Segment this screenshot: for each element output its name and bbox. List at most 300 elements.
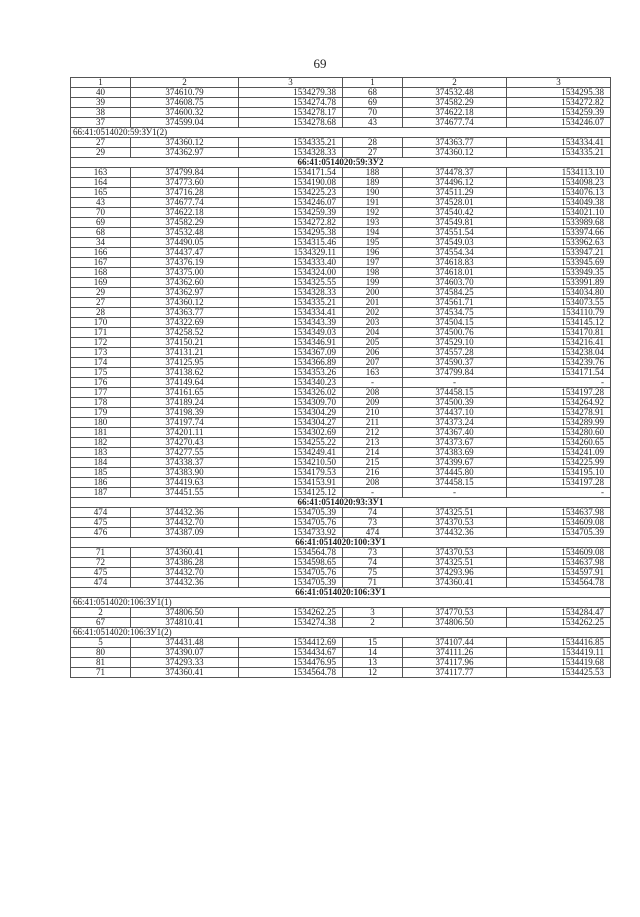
- table-row: [71, 108, 611, 118]
- table-cell: 1534278.17: [239, 108, 343, 118]
- table-cell: 1534171.54: [239, 168, 343, 178]
- table-cell: 176: [71, 378, 131, 388]
- table-cell: 1534564.78: [239, 668, 343, 678]
- table-cell: 374325.51: [403, 558, 507, 568]
- table-cell: 374432.36: [131, 508, 239, 518]
- table-cell: 180: [71, 418, 131, 428]
- table-cell: 1534324.00: [239, 268, 343, 278]
- table-cell: 374161.65: [131, 388, 239, 398]
- table-cell: 39: [71, 98, 131, 108]
- table-row: [71, 268, 611, 278]
- table-cell: 374603.70: [403, 278, 507, 288]
- table-row: [71, 468, 611, 478]
- table-cell: 1534241.09: [507, 448, 611, 458]
- table-cell: 374773.60: [131, 178, 239, 188]
- table-cell: 1534264.92: [507, 398, 611, 408]
- table-cell: 1534145.12: [507, 318, 611, 328]
- table-cell: 71: [343, 578, 403, 588]
- table-cell: 170: [71, 318, 131, 328]
- table-cell: 181: [71, 428, 131, 438]
- table-cell: 1534255.22: [239, 438, 343, 448]
- table-cell: 165: [71, 188, 131, 198]
- table-cell: 374386.28: [131, 558, 239, 568]
- table-row: [71, 458, 611, 468]
- table-cell: 1533991.89: [507, 278, 611, 288]
- table-row: [71, 508, 611, 518]
- column-header: 1: [71, 78, 131, 88]
- table-cell: 1534733.92: [239, 528, 343, 538]
- table-cell: 1533974.66: [507, 228, 611, 238]
- table-cell: 374532.48: [403, 88, 507, 98]
- table-cell: 1534246.07: [507, 118, 611, 128]
- section-row: [71, 158, 611, 168]
- table-cell: 192: [343, 208, 403, 218]
- table-row: [71, 338, 611, 348]
- table-cell: -: [403, 488, 507, 498]
- table-cell: 1534705.76: [239, 568, 343, 578]
- table-cell: 374458.15: [403, 478, 507, 488]
- table-cell: 374338.37: [131, 458, 239, 468]
- table-cell: 374584.25: [403, 288, 507, 298]
- table-cell: 182: [71, 438, 131, 448]
- table-row: [71, 398, 611, 408]
- table-cell: 1534238.04: [507, 348, 611, 358]
- table-cell: 1534335.21: [239, 298, 343, 308]
- table-cell: 374590.37: [403, 358, 507, 368]
- table-cell: 374511.29: [403, 188, 507, 198]
- table-cell: 1534434.67: [239, 648, 343, 658]
- table-cell: 1534340.23: [239, 378, 343, 388]
- table-cell: 374610.79: [131, 88, 239, 98]
- table-cell: 68: [343, 88, 403, 98]
- table-cell: 374432.70: [131, 568, 239, 578]
- table-cell: 374799.84: [403, 368, 507, 378]
- table-cell: 374362.97: [131, 288, 239, 298]
- section-title: 66:41:0514020:59:ЗУ1(2): [71, 128, 611, 138]
- table-cell: 81: [71, 658, 131, 668]
- table-cell: 1534315.46: [239, 238, 343, 248]
- table-cell: 12: [343, 668, 403, 678]
- table-cell: 1534343.39: [239, 318, 343, 328]
- table-cell: 374561.71: [403, 298, 507, 308]
- table-cell: 216: [343, 468, 403, 478]
- table-row: [71, 658, 611, 668]
- table-cell: 374360.41: [131, 668, 239, 678]
- table-row: [71, 178, 611, 188]
- table-cell: 1534304.27: [239, 418, 343, 428]
- table-cell: 38: [71, 108, 131, 118]
- table-row: [71, 438, 611, 448]
- table-cell: 374458.15: [403, 388, 507, 398]
- table-row: [71, 188, 611, 198]
- table-cell: 374325.51: [403, 508, 507, 518]
- table-cell: 197: [343, 258, 403, 268]
- table-cell: 195: [343, 238, 403, 248]
- table-row: [71, 528, 611, 538]
- table-cell: 474: [71, 508, 131, 518]
- table-cell: 1533962.63: [507, 238, 611, 248]
- table-cell: 374437.47: [131, 248, 239, 258]
- table-cell: 374437.10: [403, 408, 507, 418]
- table-row: [71, 288, 611, 298]
- table-cell: 374293.33: [131, 658, 239, 668]
- section-row: [71, 538, 611, 548]
- table-cell: 1534239.76: [507, 358, 611, 368]
- section-title: 66:41:0514020:106:ЗУ1: [71, 588, 611, 598]
- table-cell: 374383.69: [403, 448, 507, 458]
- table-row: [71, 558, 611, 568]
- table-cell: 40: [71, 88, 131, 98]
- table-cell: 1534326.02: [239, 388, 343, 398]
- table-cell: 1534153.91: [239, 478, 343, 488]
- table-cell: 374125.95: [131, 358, 239, 368]
- table-cell: 71: [71, 668, 131, 678]
- table-cell: 1534335.21: [239, 138, 343, 148]
- table-cell: 1534597.91: [507, 568, 611, 578]
- table-cell: 374149.64: [131, 378, 239, 388]
- table-cell: 374478.37: [403, 168, 507, 178]
- table-cell: 374360.12: [131, 138, 239, 148]
- table-row: [71, 148, 611, 158]
- table-cell: 1534272.82: [507, 98, 611, 108]
- table-cell: 183: [71, 448, 131, 458]
- table-cell: 374600.32: [131, 108, 239, 118]
- table-cell: 169: [71, 278, 131, 288]
- table-cell: 73: [343, 548, 403, 558]
- table-cell: 1534216.41: [507, 338, 611, 348]
- table-cell: 1534425.53: [507, 668, 611, 678]
- table-row: [71, 198, 611, 208]
- table-cell: 1534262.25: [507, 618, 611, 628]
- table-row: [71, 208, 611, 218]
- table-cell: 2: [343, 618, 403, 628]
- table-cell: 374806.50: [403, 618, 507, 628]
- table-cell: 3: [343, 608, 403, 618]
- column-header: 3: [507, 78, 611, 88]
- table-row: [71, 228, 611, 238]
- table-cell: 374373.67: [403, 438, 507, 448]
- table-cell: 164: [71, 178, 131, 188]
- table-cell: 374608.75: [131, 98, 239, 108]
- table-cell: 194: [343, 228, 403, 238]
- table-cell: 374419.63: [131, 478, 239, 488]
- table-cell: 374399.67: [403, 458, 507, 468]
- table-cell: 374362.60: [131, 278, 239, 288]
- table-cell: 178: [71, 398, 131, 408]
- section-title: 66:41:0514020:59:ЗУ2: [71, 158, 611, 168]
- table-cell: 193: [343, 218, 403, 228]
- table-cell: 72: [71, 558, 131, 568]
- table-cell: 189: [343, 178, 403, 188]
- table-cell: 200: [343, 288, 403, 298]
- table-cell: 374799.84: [131, 168, 239, 178]
- section-title: 66:41:0514020:106:ЗУ1(2): [71, 628, 611, 638]
- table-cell: 1534346.91: [239, 338, 343, 348]
- table-cell: 1534249.41: [239, 448, 343, 458]
- table-cell: 1534334.41: [507, 138, 611, 148]
- table-cell: 374117.77: [403, 668, 507, 678]
- table-row: [71, 248, 611, 258]
- table-cell: 210: [343, 408, 403, 418]
- table-row: [71, 168, 611, 178]
- table-cell: 1534289.99: [507, 418, 611, 428]
- table-cell: 1534333.40: [239, 258, 343, 268]
- table-cell: 1534260.65: [507, 438, 611, 448]
- table-row: [71, 238, 611, 248]
- table-cell: 1534259.39: [239, 208, 343, 218]
- table-cell: 374770.53: [403, 608, 507, 618]
- table-cell: 1534262.25: [239, 608, 343, 618]
- table-row: [71, 88, 611, 98]
- table-cell: 374622.18: [403, 108, 507, 118]
- table-cell: 167: [71, 258, 131, 268]
- table-cell: 374451.55: [131, 488, 239, 498]
- table-cell: 163: [343, 368, 403, 378]
- table-cell: 1534412.69: [239, 638, 343, 648]
- table-cell: 209: [343, 398, 403, 408]
- section-title: 66:41:0514020:93:ЗУ1: [71, 498, 611, 508]
- table-cell: 374360.12: [403, 148, 507, 158]
- table-cell: 1534325.55: [239, 278, 343, 288]
- table-cell: 374677.74: [131, 198, 239, 208]
- table-cell: 374599.04: [131, 118, 239, 128]
- table-cell: 1534329.11: [239, 248, 343, 258]
- table-cell: 43: [71, 198, 131, 208]
- table-cell: 1534278.68: [239, 118, 343, 128]
- table-cell: 1534609.08: [507, 518, 611, 528]
- table-cell: 374197.74: [131, 418, 239, 428]
- table-cell: 374107.44: [403, 638, 507, 648]
- page-number: 69: [313, 56, 327, 71]
- table-cell: 475: [71, 518, 131, 528]
- table-cell: 1534564.78: [239, 548, 343, 558]
- section-row: [71, 498, 611, 508]
- table-cell: 374432.36: [403, 528, 507, 538]
- section-title: 66:41:0514020:106:ЗУ1(1): [71, 598, 611, 608]
- table-cell: 1534302.69: [239, 428, 343, 438]
- table-cell: 374551.54: [403, 228, 507, 238]
- table-cell: 1534328.33: [239, 288, 343, 298]
- table-cell: 374383.90: [131, 468, 239, 478]
- table-cell: 1534609.08: [507, 548, 611, 558]
- table-row: [71, 328, 611, 338]
- table-cell: 1534259.39: [507, 108, 611, 118]
- section-row: [71, 128, 611, 138]
- table-cell: 374618.83: [403, 258, 507, 268]
- table-row: [71, 638, 611, 648]
- table-cell: 1534113.10: [507, 168, 611, 178]
- table-cell: 29: [71, 148, 131, 158]
- table-cell: 67: [71, 618, 131, 628]
- table-cell: 163: [71, 168, 131, 178]
- table-cell: -: [507, 378, 611, 388]
- table-cell: 1534225.99: [507, 458, 611, 468]
- table-cell: 474: [71, 578, 131, 588]
- table-cell: 1534279.38: [239, 88, 343, 98]
- table-cell: 1534225.23: [239, 188, 343, 198]
- table-cell: 1534419.11: [507, 648, 611, 658]
- table-cell: 374270.43: [131, 438, 239, 448]
- table-cell: 69: [71, 218, 131, 228]
- table-cell: 1534049.38: [507, 198, 611, 208]
- table-cell: 374810.41: [131, 618, 239, 628]
- table-row: [71, 578, 611, 588]
- table-cell: 374387.09: [131, 528, 239, 538]
- table-cell: 1534190.08: [239, 178, 343, 188]
- table-cell: 201: [343, 298, 403, 308]
- table-cell: 14: [343, 648, 403, 658]
- section-row: [71, 598, 611, 608]
- table-row: [71, 608, 611, 618]
- table-cell: 1534295.38: [507, 88, 611, 98]
- table-cell: 374500.39: [403, 398, 507, 408]
- table-cell: 187: [71, 488, 131, 498]
- table-cell: 173: [71, 348, 131, 358]
- table-cell: 374677.74: [403, 118, 507, 128]
- table-cell: 1534197.28: [507, 388, 611, 398]
- table-cell: 1534705.39: [507, 528, 611, 538]
- table-cell: 168: [71, 268, 131, 278]
- table-cell: 70: [343, 108, 403, 118]
- table-cell: 374293.96: [403, 568, 507, 578]
- table-cell: 374277.55: [131, 448, 239, 458]
- table-row: [71, 668, 611, 678]
- table-row: [71, 378, 611, 388]
- table-cell: 1534705.76: [239, 518, 343, 528]
- table-cell: 186: [71, 478, 131, 488]
- table-cell: 208: [343, 478, 403, 488]
- table-cell: 1534705.39: [239, 578, 343, 588]
- table-cell: 1534278.91: [507, 408, 611, 418]
- table-cell: 69: [343, 98, 403, 108]
- table-cell: 374390.07: [131, 648, 239, 658]
- table-cell: 374549.81: [403, 218, 507, 228]
- table-cell: 43: [343, 118, 403, 128]
- table-cell: 374189.24: [131, 398, 239, 408]
- table-row: [71, 138, 611, 148]
- table-cell: 213: [343, 438, 403, 448]
- table-cell: 1534197.28: [507, 478, 611, 488]
- table-cell: 374554.34: [403, 248, 507, 258]
- table-cell: 208: [343, 388, 403, 398]
- table-cell: 374557.28: [403, 348, 507, 358]
- table-cell: 374582.29: [131, 218, 239, 228]
- table-cell: 1534335.21: [507, 148, 611, 158]
- table-cell: 1534246.07: [239, 198, 343, 208]
- table-cell: 206: [343, 348, 403, 358]
- table-cell: 1534021.10: [507, 208, 611, 218]
- table-cell: 1534637.98: [507, 558, 611, 568]
- table-row: [71, 298, 611, 308]
- table-cell: 1534334.41: [239, 308, 343, 318]
- table-cell: 374496.12: [403, 178, 507, 188]
- table-row: [71, 98, 611, 108]
- table-row: [71, 218, 611, 228]
- table-cell: 1534274.78: [239, 98, 343, 108]
- table-row: [71, 648, 611, 658]
- table-cell: 185: [71, 468, 131, 478]
- table-cell: 1534309.70: [239, 398, 343, 408]
- table-cell: 1534098.23: [507, 178, 611, 188]
- table-cell: 204: [343, 328, 403, 338]
- table-cell: 29: [71, 288, 131, 298]
- table-row: [71, 568, 611, 578]
- table-cell: 1534274.38: [239, 618, 343, 628]
- table-cell: 374367.40: [403, 428, 507, 438]
- table-cell: 1534272.82: [239, 218, 343, 228]
- table-cell: 1533947.21: [507, 248, 611, 258]
- table-cell: 374445.80: [403, 468, 507, 478]
- table-cell: 374360.41: [131, 548, 239, 558]
- table-cell: 374117.96: [403, 658, 507, 668]
- table-cell: 212: [343, 428, 403, 438]
- table-cell: 374528.01: [403, 198, 507, 208]
- table-row: [71, 488, 611, 498]
- table-cell: 476: [71, 528, 131, 538]
- table-cell: 1533949.35: [507, 268, 611, 278]
- table-cell: 374322.69: [131, 318, 239, 328]
- table-cell: 28: [71, 308, 131, 318]
- table-cell: 179: [71, 408, 131, 418]
- table-cell: 196: [343, 248, 403, 258]
- table-cell: 374258.52: [131, 328, 239, 338]
- table-cell: 1534705.39: [239, 508, 343, 518]
- table-cell: 1534170.81: [507, 328, 611, 338]
- table-row: [71, 118, 611, 128]
- table-cell: 166: [71, 248, 131, 258]
- table-cell: 1534210.50: [239, 458, 343, 468]
- table-cell: 374540.42: [403, 208, 507, 218]
- table-cell: 374360.41: [403, 578, 507, 588]
- table-cell: 188: [343, 168, 403, 178]
- table-cell: 374716.28: [131, 188, 239, 198]
- column-header: 2: [131, 78, 239, 88]
- table-row: [71, 348, 611, 358]
- table-cell: 374529.10: [403, 338, 507, 348]
- table-cell: 374198.39: [131, 408, 239, 418]
- table-cell: 374504.15: [403, 318, 507, 328]
- table-cell: 74: [343, 508, 403, 518]
- table-cell: 15: [343, 638, 403, 648]
- table-cell: 27: [71, 138, 131, 148]
- table-cell: 374363.77: [131, 308, 239, 318]
- table-cell: 1534367.09: [239, 348, 343, 358]
- table-cell: 172: [71, 338, 131, 348]
- table-cell: 27: [343, 148, 403, 158]
- table-cell: 374138.62: [131, 368, 239, 378]
- table-cell: 374150.21: [131, 338, 239, 348]
- table-cell: 211: [343, 418, 403, 428]
- table-cell: 374432.70: [131, 518, 239, 528]
- table-cell: 374534.75: [403, 308, 507, 318]
- table-row: [71, 388, 611, 398]
- table-cell: 27: [71, 298, 131, 308]
- table-cell: 80: [71, 648, 131, 658]
- table-cell: -: [343, 378, 403, 388]
- table-cell: 374201.11: [131, 428, 239, 438]
- table-cell: 1534295.38: [239, 228, 343, 238]
- table-cell: 1534076.13: [507, 188, 611, 198]
- table-cell: 1534598.65: [239, 558, 343, 568]
- table-row: [71, 428, 611, 438]
- table-cell: 5: [71, 638, 131, 648]
- table-cell: 1534366.89: [239, 358, 343, 368]
- table-cell: 1534284.47: [507, 608, 611, 618]
- table-cell: 1534328.33: [239, 148, 343, 158]
- column-header: 3: [239, 78, 343, 88]
- table-cell: 374431.48: [131, 638, 239, 648]
- table-cell: 374806.50: [131, 608, 239, 618]
